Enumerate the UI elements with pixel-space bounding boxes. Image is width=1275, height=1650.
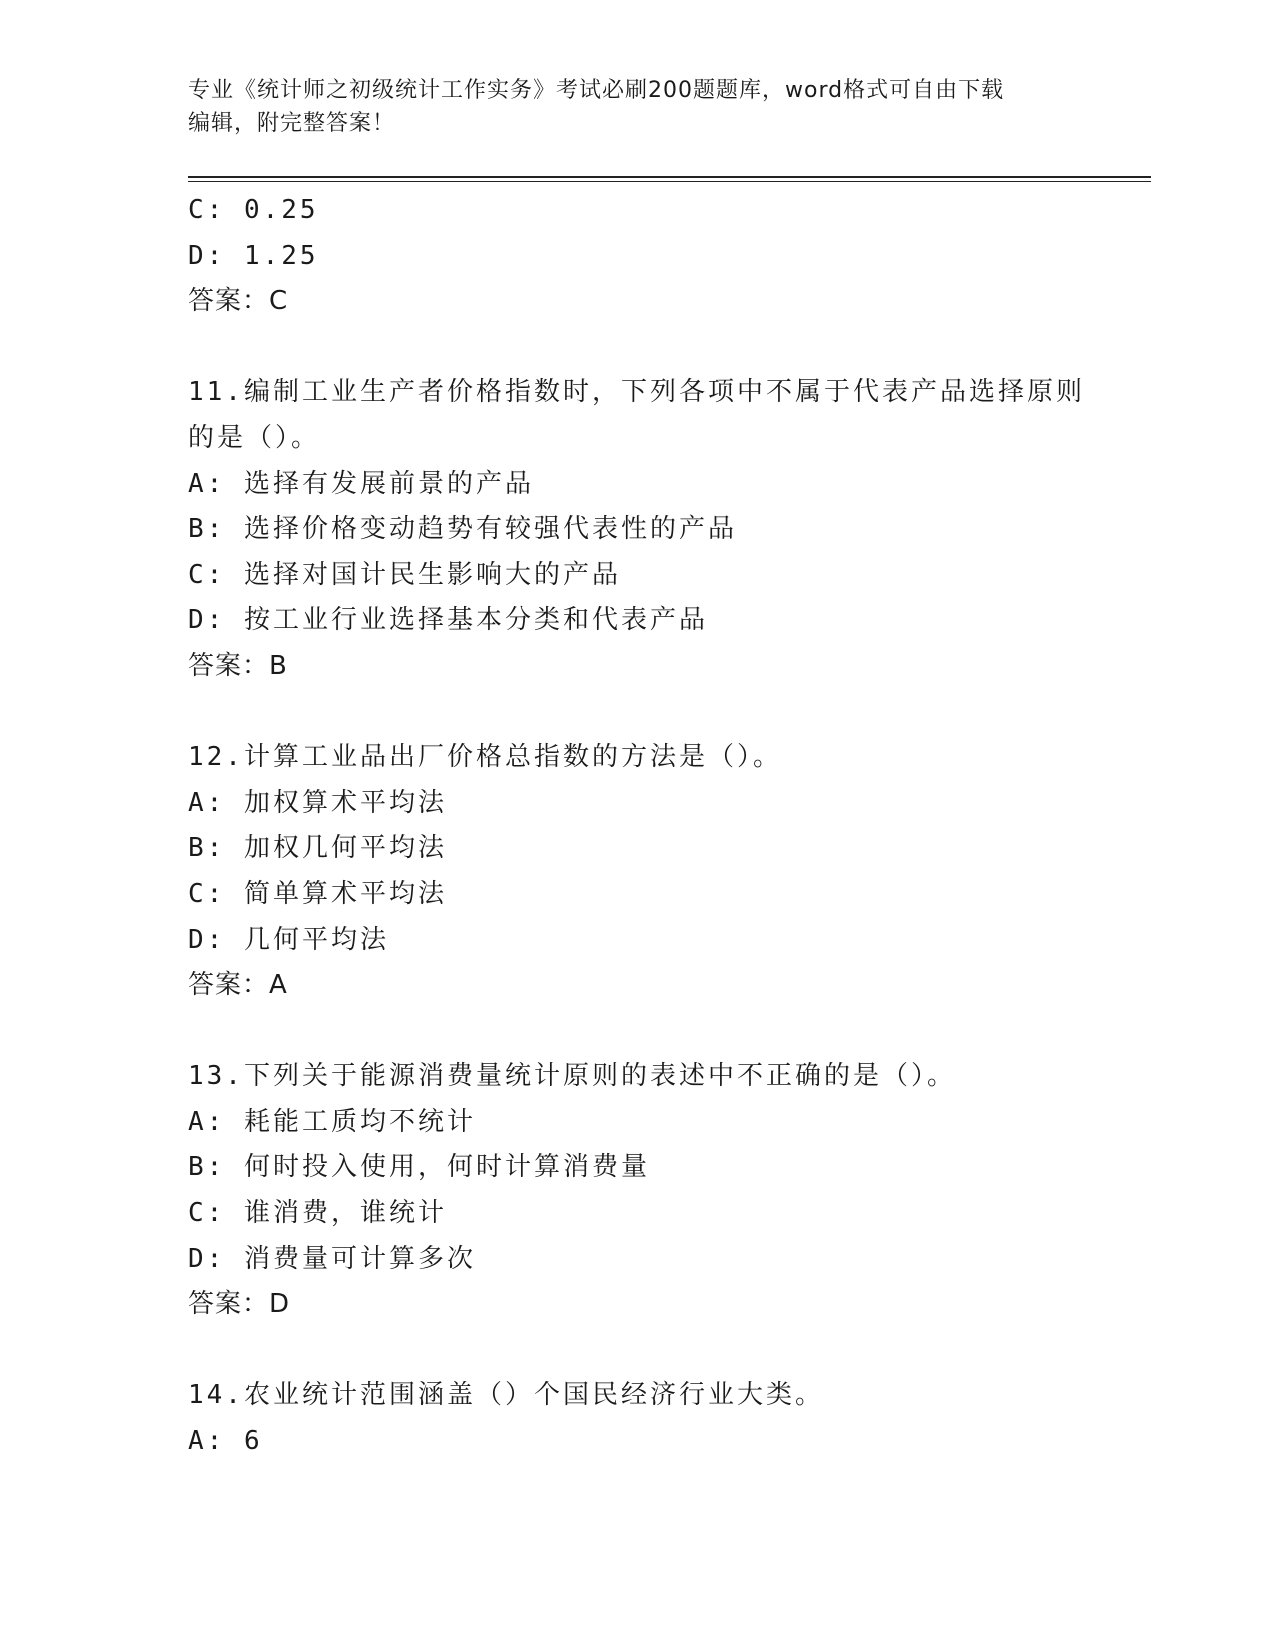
header-line-1: 专业《统计师之初级统计工作实务》考试必刷200题题库，word格式可自由下载 <box>188 78 1005 103</box>
option-b: B: 加权几何平均法 <box>188 833 447 864</box>
spacer <box>188 325 1148 371</box>
answer-line: 答案：C <box>188 286 289 317</box>
document-header <box>188 74 1088 140</box>
question-stem: 11.编制工业生产者价格指数时，下列各项中不属于代表产品选择原则 <box>188 377 1085 408</box>
question-11 <box>188 370 1148 689</box>
option-a: A: 6 <box>188 1426 263 1457</box>
option-d: D: 1.25 <box>188 240 319 271</box>
option-a: A: 加权算术平均法 <box>188 787 447 818</box>
option-d: D: 按工业行业选择基本分类和代表产品 <box>188 605 708 636</box>
question-12 <box>188 735 1148 1009</box>
option-c: C: 简单算术平均法 <box>188 878 447 909</box>
option-c: C: 选择对国计民生影响大的产品 <box>188 559 621 590</box>
option-c: C: 0.25 <box>188 195 319 225</box>
spacer <box>188 1328 1148 1374</box>
question-14 <box>188 1373 1148 1464</box>
question-list <box>188 188 1148 1465</box>
question-10-tail <box>188 188 1148 325</box>
option-b: B: 何时投入使用，何时计算消费量 <box>188 1152 650 1183</box>
option-a: A: 选择有发展前景的产品 <box>188 468 534 499</box>
spacer <box>188 690 1148 736</box>
question-stem: 12.计算工业品出厂价格总指数的方法是（）。 <box>188 742 782 773</box>
header-divider-thick <box>188 176 1151 178</box>
option-b: B: 选择价格变动趋势有较强代表性的产品 <box>188 514 737 545</box>
header-line-2: 编辑，附完整答案！ <box>188 111 396 136</box>
answer-line: 答案：D <box>188 1289 291 1320</box>
option-a: A: 耗能工质均不统计 <box>188 1106 476 1137</box>
answer-line: 答案：A <box>188 970 288 1001</box>
answer-line: 答案：B <box>188 650 288 681</box>
question-stem: 13.下列关于能源消费量统计原则的表述中不正确的是（）。 <box>188 1061 956 1092</box>
header-divider-thin <box>188 181 1151 182</box>
question-stem-continued: 的是（）。 <box>188 422 321 453</box>
option-d: D: 几何平均法 <box>188 924 389 955</box>
spacer <box>188 1009 1148 1055</box>
question-13 <box>188 1054 1148 1328</box>
option-c: C: 谁消费，谁统计 <box>188 1198 447 1229</box>
question-stem: 14.农业统计范围涵盖（）个国民经济行业大类。 <box>188 1380 824 1411</box>
option-d: D: 消费量可计算多次 <box>188 1243 476 1274</box>
